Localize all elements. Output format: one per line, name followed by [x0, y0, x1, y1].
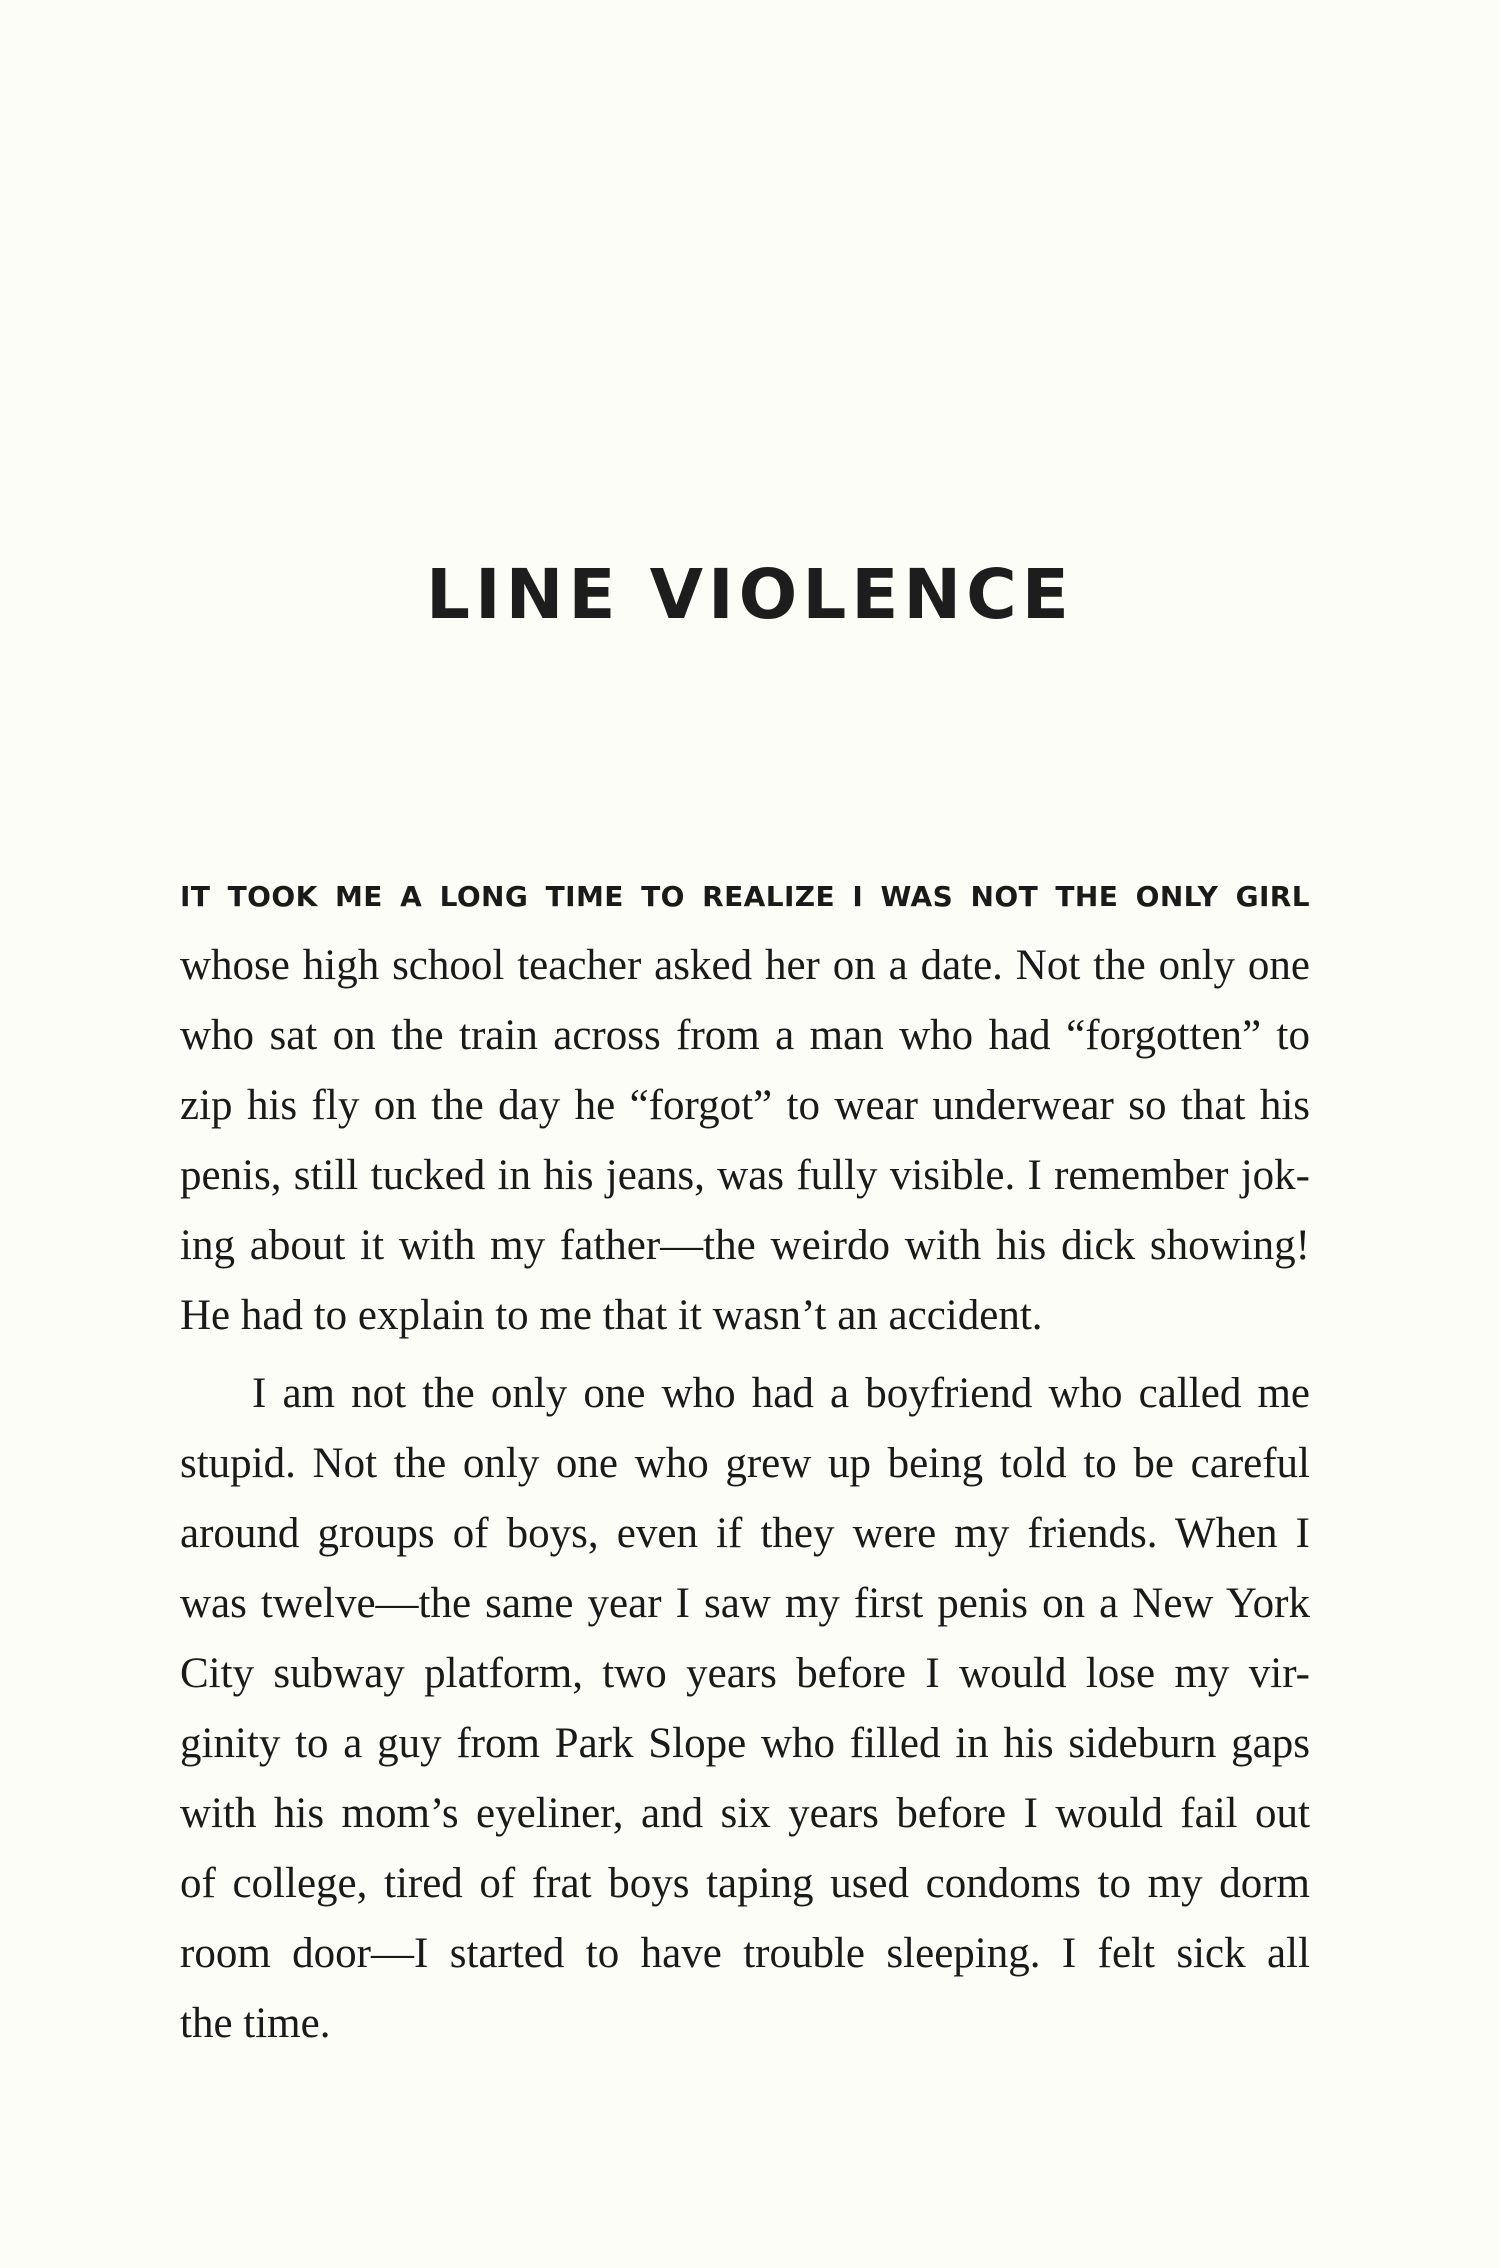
chapter-title: LINE VIOLENCE [426, 555, 1074, 635]
text-line: who sat on the train across from a man who had “forgotten” to [180, 1012, 1310, 1059]
text-line: He had to explain to me that it wasn’t an accident. [180, 1292, 1043, 1339]
text-line: was twelve—the same year I saw my first penis on a New York [180, 1580, 1310, 1627]
text-line: room door—I started to have trouble sleeping. I felt sick all [180, 1930, 1310, 1977]
text-line: ginity to a guy from Park Slope who filled in his sideburn gaps [180, 1720, 1310, 1767]
text-line-opening: IT TOOK ME A LONG TIME TO REALIZE I WAS NOT THE ONLY GIRL [180, 880, 1310, 913]
text-line: stupid. Not the only one who grew up being told to be careful [180, 1440, 1310, 1487]
text-line: of college, tired of frat boys taping used condoms to my dorm [180, 1860, 1310, 1907]
text-line: with his mom’s eyeliner, and six years before I would fail out [180, 1790, 1310, 1837]
text-line: zip his fly on the day he “forgot” to wear underwear so that his [180, 1082, 1310, 1129]
text-line-paragraph-start: I am not the only one who had a boyfriend who called me [252, 1370, 1310, 1417]
text-line: penis, still tucked in his jeans, was fully visible. I remember jok- [180, 1152, 1310, 1199]
text-line: the time. [180, 2000, 331, 2047]
text-line: around groups of boys, even if they were my friends. When I [180, 1510, 1310, 1557]
text-line: City subway platform, two years before I would lose my vir- [180, 1650, 1310, 1697]
text-line: ing about it with my father—the weirdo with his dick showing! [180, 1222, 1310, 1269]
text-line: whose high school teacher asked her on a date. Not the only one [180, 942, 1310, 989]
